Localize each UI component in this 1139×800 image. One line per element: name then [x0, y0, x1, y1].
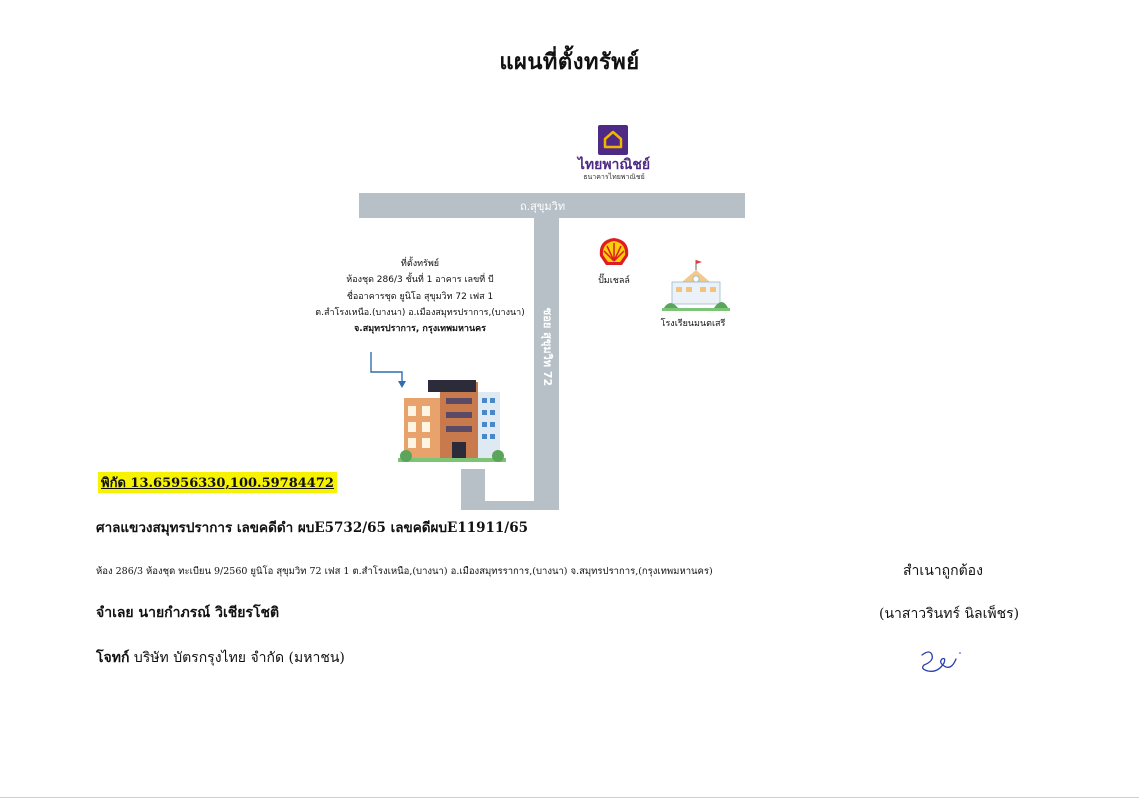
bank-logo-icon	[598, 125, 628, 155]
school-label: โรงเรียนมนตเสรี	[660, 319, 726, 329]
property-heading: ที่ตั้งทรัพย์	[400, 259, 440, 269]
coordinates: พิกัด 13.65956330,100.59784472	[98, 472, 337, 493]
address-line: ห้อง 286/3 ห้องชุด ทะเบียน 9/2560 ยูนิโอ สุขุมวิท 72 เฟส 1 ต.สำโรงเหนือ,(บางนา) อ.เมืองสมุทรราการ,(บางนา) จ.สมุทรปราการ,(กรุงเทพมหานคร)	[96, 566, 713, 577]
signature-icon	[916, 645, 966, 679]
condo-building-icon	[398, 378, 506, 464]
access-road-horizontal	[485, 501, 534, 510]
plaintiff-value: บริษัท บัตรกรุงไทย จำกัด (มหาชน)	[129, 650, 345, 666]
defendant-line: จำเลย นายกำภรณ์ วิเชียรโชติ	[96, 605, 280, 621]
footer-divider	[0, 797, 1139, 798]
school-icon	[662, 258, 730, 314]
access-road-vertical	[461, 469, 485, 510]
property-unit: ห้องชุด 286/3 ชั้นที่ 1 อาคาร เลขที่ บี	[346, 275, 494, 285]
certified-copy: สำเนาถูกต้อง	[903, 563, 983, 579]
plaintiff-label: โจทก์	[96, 650, 130, 666]
main-road-label: ถ.สุขุมวิท	[520, 200, 566, 213]
plaintiff-line	[96, 647, 345, 669]
soi-road-label: ซอย สุขุมวิท 72	[541, 307, 554, 387]
bank-subtitle: ธนาคารไทยพาณิชย์	[583, 173, 645, 181]
page-title: แผนที่ตั้งทรัพย์	[499, 49, 640, 75]
property-province: จ.สมุทรปราการ, กรุงเทพมหานคร	[354, 324, 486, 334]
bank-name: ไทยพาณิชย์	[577, 157, 651, 173]
shell-station-label: ปั๊มเชลล์	[598, 276, 630, 286]
property-subdistrict: ต.สำโรงเหนือ.(บางนา) อ.เมืองสมุทรปราการ,(บางนา)	[315, 308, 525, 318]
shell-logo-icon	[596, 234, 632, 270]
officer-name: (นาสาวรินทร์ นิลเพ็ชร)	[879, 606, 1020, 622]
court-case-line: ศาลแขวงสมุทรปราการ เลขคดีดำ ผบE5732/65 เลขคดีผบE11911/65	[96, 520, 529, 536]
property-building: ชื่ออาคารชุด ยูนิโอ สุขุมวิท 72 เฟส 1	[346, 292, 494, 302]
